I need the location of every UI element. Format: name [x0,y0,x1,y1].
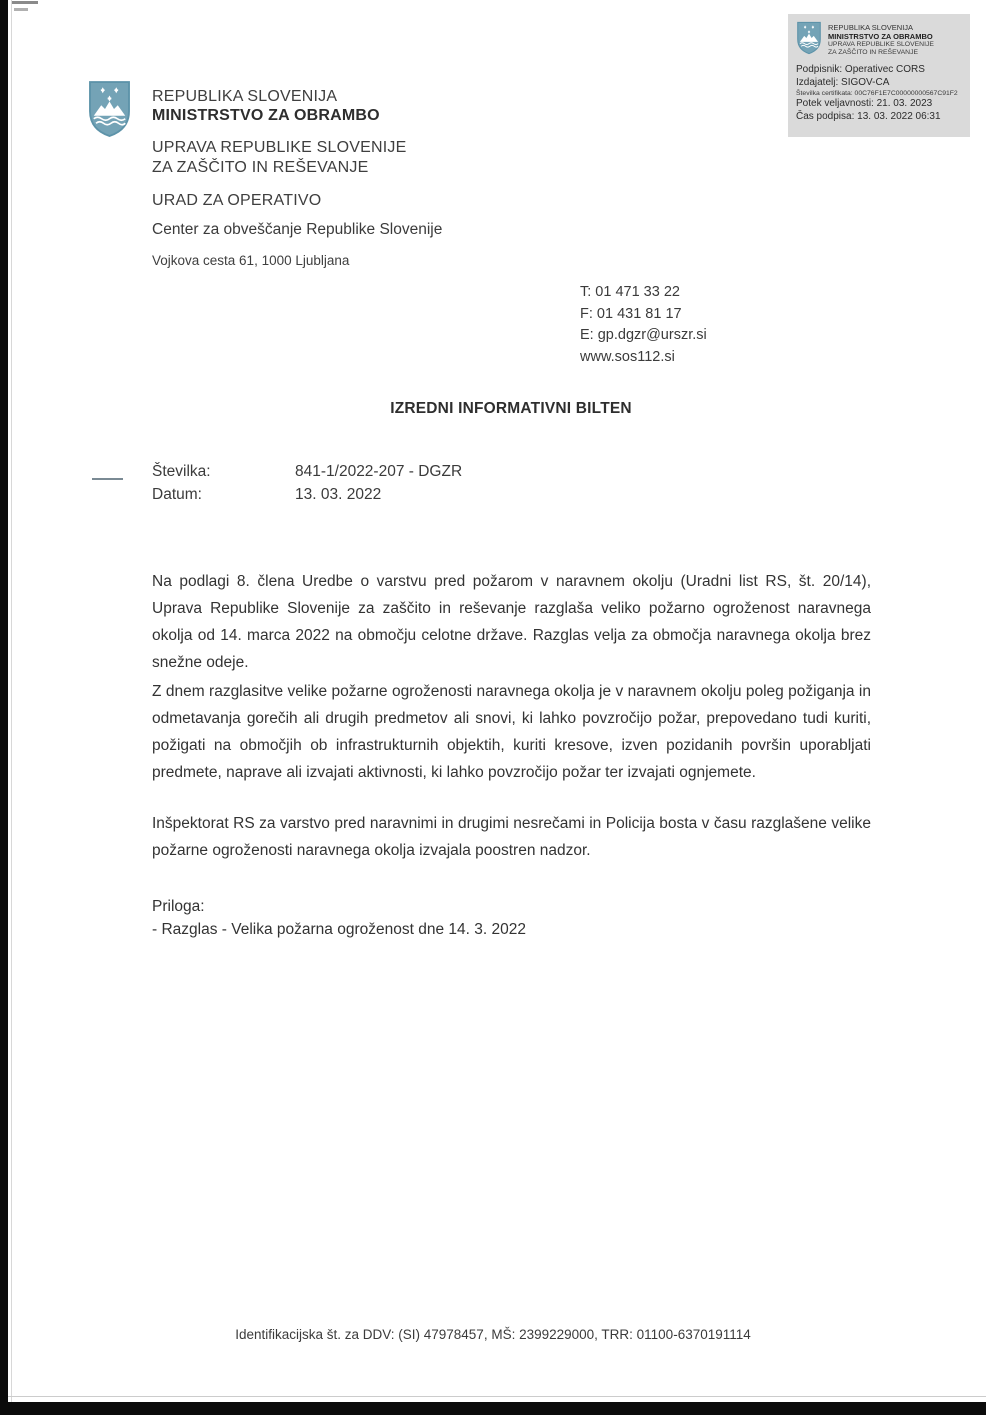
scan-line-horizontal [8,1396,986,1397]
number-label: Številka: [152,463,211,480]
header-administration-line1: UPRAVA REPUBLIKE SLOVENIJE [152,139,407,156]
contact-fax: F: 01 431 81 17 [580,305,682,322]
stamp-administration-line2: ZA ZAŠČITO IN REŠEVANJE [828,49,919,56]
stamp-certificate: Številka certifikata: 00C76F1E7C00000000567C91F2 [796,90,958,97]
header-ministry: MINISTRSTVO ZA OBRAMBO [152,107,380,124]
body-paragraph: Z dnem razglasitve velike požarne ogroženosti naravnega okolja je v naravnem okolju poleg požiganja in odmetavanja gorečih ali drugih predmetov ali snovi, ki lahko povzročijo požar, prepovedano tudi kuriti, požigati na območjih ob infrastrukturnih objektih, kuriti kresove, izven pozidanih površin uporabljati predmete, naprave ali izvajati aktivnosti, ki lahko povzročijo požar ter izvajati ognjemete. [152,683,871,781]
scan-edge-left [0,0,8,1415]
stamp-signed-at: Čas podpisa: 13. 03. 2022 06:31 [796,110,941,122]
stamp-header [796,21,962,57]
digital-signature-stamp [788,14,970,137]
date-value: 13. 03. 2022 [295,486,382,503]
stamp-issuer: Izdajatelj: SIGOV-CA [796,76,890,88]
scan-speck [12,1,38,4]
slovenia-coat-of-arms-icon [87,79,132,139]
header-country: REPUBLIKA SLOVENIJA [152,88,338,105]
number-value: 841-1/2022-207 - DGZR [295,463,463,480]
contact-block [580,282,707,368]
attachment-item: - Razglas - Velika požarna ogroženost dne 14. 3. 2022 [152,921,526,938]
stamp-administration-line1: UPRAVA REPUBLIKE SLOVENIJE [828,41,934,48]
attachment-label: Priloga: [152,898,205,915]
footer-identification: Identifikacijska št. za DDV: (SI) 47978457, MŠ: 2399229000, TRR: 01100-6370191114 [235,1327,751,1342]
body-paragraph: Na podlagi 8. člena Uredbe o varstvu pred požarom v naravnem okolju (Uradni list RS, št. 20/14), Uprava Republike Slovenije za zaščito in reševanje razglaša veliko požarno ogroženost naravnega okolja od 14. marca 2022 na območju celotne države. Razglas velja za območja naravnega okolja brez snežne odeje. [152,573,871,671]
stamp-signer: Podpisnik: Operativec CORS [796,64,925,75]
stamp-header-text [828,21,934,57]
slovenia-coat-of-arms-icon-small [796,21,822,55]
document-title: IZREDNI INFORMATIVNI BILTEN [390,400,632,417]
header-office: URAD ZA OPERATIVO [152,192,322,209]
scan-speck [14,8,28,11]
margin-dash [92,478,123,480]
contact-website: www.sos112.si [580,348,675,365]
stamp-country: REPUBLIKA SLOVENIJA [828,23,914,32]
header-administration-line2: ZA ZAŠČITO IN REŠEVANJE [152,159,369,176]
stamp-validity: Potek veljavnosti: 21. 03. 2023 [796,98,933,109]
header-address: Vojkova cesta 61, 1000 Ljubljana [152,253,350,268]
body-paragraph: Inšpektorat RS za varstvo pred naravnimi in drugimi nesrečami in Policija bosta v času razglašene velike požarne ogroženosti naravnega okolja izvajala poostren nadzor. [152,815,871,859]
scan-edge-bottom [0,1402,986,1415]
header-center: Center za obveščanje Republike Slovenije [152,221,443,238]
contact-email: E: gp.dgzr@urszr.si [580,327,707,343]
contact-phone: T: 01 471 33 22 [580,284,680,300]
date-label: Datum: [152,486,202,503]
scan-line-vertical [11,0,12,1402]
stamp-ministry: MINISTRSTVO ZA OBRAMBO [828,32,933,41]
